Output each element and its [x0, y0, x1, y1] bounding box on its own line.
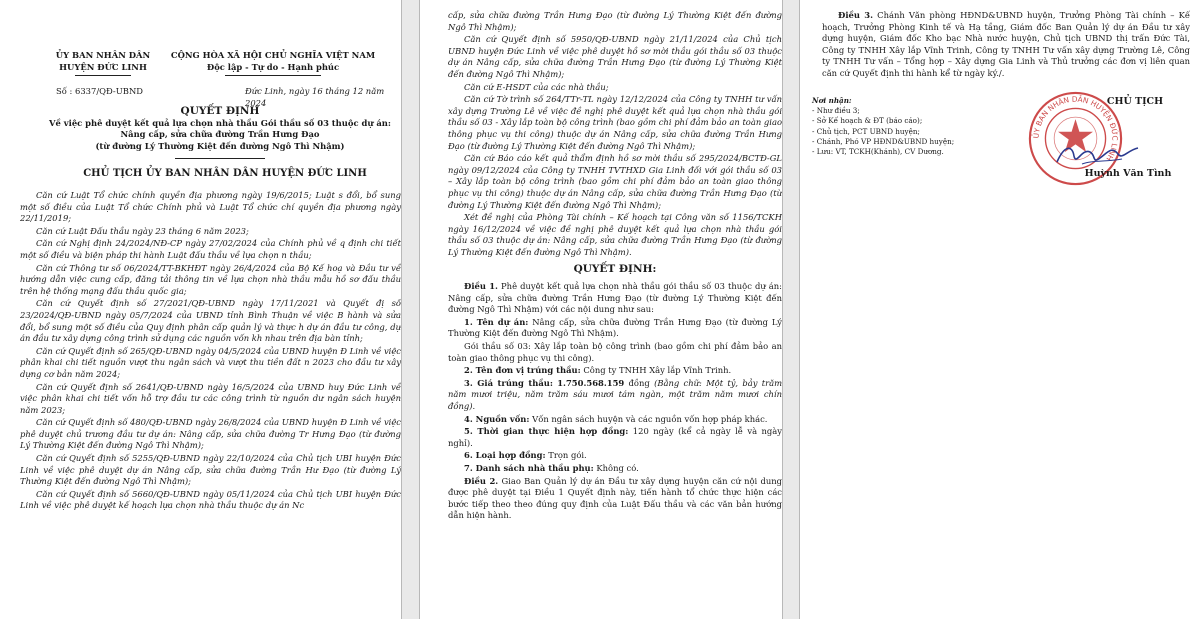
nation-line-2: Độc lập - Tự do - Hạnh phúc — [206, 61, 340, 72]
item-3 — [448, 378, 782, 413]
legal-bases — [20, 190, 401, 513]
document-page-2 — [420, 0, 782, 619]
nation-line-1: CỘNG HÒA XÃ HỘI CHỦ NGHĨA VIỆT NAM — [170, 50, 376, 60]
paragraph: Căn cứ Luật Đấu thầu ngày 23 tháng 6 năm 2023; — [36, 225, 249, 236]
item-5-label: 5. Thời gian thực hiện hợp đồng: — [464, 426, 629, 437]
item-2-label: 2. Tên đơn vị trúng thầu: — [464, 365, 581, 376]
item-6 — [448, 450, 782, 462]
page-3-body — [822, 10, 1190, 81]
place-date: Đức Linh, ngày 16 tháng 12 năm 2024 — [245, 86, 385, 108]
item-5-text: 120 ngày (kể cả ngày lễ và ngày nghỉ). — [448, 426, 782, 448]
item-7 — [448, 463, 782, 475]
paragraph: Căn cứ E-HSDT của các nhà thầu; — [464, 81, 609, 92]
item-7-text: Không có. — [596, 462, 639, 473]
item-4 — [448, 414, 782, 426]
item-3-unit: đồng — [628, 377, 650, 388]
article-1-label: Điều 1. — [464, 281, 498, 292]
article-2-text: Giao Ban Quản lý dự án Đầu tư xây dựng huyện căn cứ nội dung được phê duyệt tại Điều 1 Quyết định này, tiến hành tổ chức thực hiện các bước tiếp theo theo đúng quy định của Luật Đấu thầu và các văn bản hướng dẫn hiện hành. — [448, 475, 782, 521]
paragraph: Căn cứ Quyết định số 265/QĐ-UBND ngày 04/5/2024 của UBND huyện Đ Linh về việc phân khai chi tiết nguồn vượt thu ngân sách và vượt thu tiền đất n 2023 cho đầu tư xây dựng cơ bản năm 2024; — [20, 345, 401, 379]
recipient-item: - Lưu: VT, TCKH(Khánh), CV Dương. — [812, 147, 944, 157]
paragraph: Căn cứ Quyết định số 5660/QĐ-UBND ngày 05/11/2024 của Chủ tịch UBI huyện Đức Linh về việc phê duyệt kế hoạch lựa chọn nhà thầu thuộc dự án Nc — [20, 488, 401, 511]
page-2-body — [448, 10, 782, 523]
page-gutter — [401, 0, 420, 619]
seal-text: ỦY BAN NHÂN DÂN HUYỆN ĐỨC LINH — [1031, 94, 1120, 163]
article-1 — [448, 281, 782, 316]
agency-line-2: HUYỆN ĐỨC LINH — [59, 61, 147, 72]
paragraph: Căn cứ Quyết định số 480/QĐ-UBND ngày 26/8/2024 của UBND huyện Đ Linh về việc phê duyệt chủ trương đầu tư dự án: Nâng cấp, sửa chữa đường Tr Hưng Đạo (từ đường Lý Thường Kiệt đến đường Ngô Thì Nhậm); — [20, 417, 401, 451]
agency-line-1: ỦY BAN NHÂN DÂN — [55, 50, 151, 60]
paragraph: Căn cứ Quyết định số 5950/QĐ-UBND ngày 21/11/2024 của Chủ tịch UBND huyện Đức Linh về việc phê duyệt hồ sơ mời thầu gói thầu số 03 thuộc dự án Nâng cấp, sửa chữa đường Trần Hưng Đạo (từ đường Lý Thường Kiệt đến đường Ngô Thì Nhậm); — [448, 34, 782, 79]
item-2 — [448, 365, 782, 377]
package-description: Gói thầu số 03: Xây lắp toàn bộ công trình (bao gồm chi phí đảm bảo an toàn giao thông phục vụ thi công). — [448, 341, 782, 363]
subject-line-1: Về việc phê duyệt kết quả lựa chọn nhà thầu Gói thầu số 03 thuộc dự án: — [49, 117, 391, 128]
article-3-text: Chánh Văn phòng HĐND&UBND huyện, Trưởng Phòng Tài chính – Kế hoạch, Trưởng Phòng Kinh tế và Hạ tầng, Giám đốc Ban Quản lý dự án Đầu tư xây dựng huyện, Giám đốc Kho bạc Nhà nước huyện, Chủ tịch UBND thị trấn Đức Tài, Công ty TNHH Xây lắp Vĩnh Trinh, Công ty TNHH Tư vấn xây dựng Trường Lê, Công ty TNHH Tư vấn – Tổng hợp – Xây dựng Gia Linh và Thủ trưởng các đơn vị liên quan căn cứ Quyết định thi hành kể từ ngày ký./. — [822, 10, 1190, 78]
item-6-text: Trọn gói. — [548, 450, 587, 461]
item-2-text: Công ty TNHH Xây lắp Vĩnh Trinh. — [583, 365, 732, 376]
recipient-item: - Chủ tịch, PCT UBND huyện; — [812, 126, 920, 136]
decision-heading: QUYẾT ĐỊNH: — [573, 263, 657, 276]
signer-title: CHỦ TỊCH — [1106, 96, 1164, 107]
item-6-label: 6. Loại hợp đồng: — [464, 450, 546, 461]
page-edge — [401, 0, 402, 619]
item-4-label: 4. Nguồn vốn: — [464, 413, 530, 424]
article-3-label: Điều 3. — [838, 10, 874, 20]
item-1-label: 1. Tên dự án: — [464, 316, 529, 327]
paragraph: Căn cứ Quyết định số 5255/QĐ-UBND ngày 22/10/2024 của Chủ tịch UBI huyện Đức Linh về việc phê duyệt dự án Nâng cấp, sửa chữa đường Trần Hư Đạo (từ đường Lý Thường Kiệt đến đường Ngô Thì Nhậm); — [20, 453, 401, 487]
paragraph: Căn cứ Báo cáo kết quả thẩm định hồ sơ mời thầu số 295/2024/BCTĐ-GL ngày 09/12/2024 của Công ty TNHH TVTHXD Gia Linh đối với gói thầu số 03 – Xây lắp toàn bộ công trình (bao gồm chi phí đảm bảo an toàn giao thông phục vụ thi công) thuộc dự án Nâng cấp, sửa chữa đường Trần Hưng Đạo (từ đường Lý Thường Kiệt đến đường Ngô Thì Nhậm); — [448, 153, 782, 210]
item-4-text: Vốn ngân sách huyện và các nguồn vốn hợp pháp khác. — [532, 413, 768, 424]
recipient-item: - Chánh, Phó VP HĐND&UBND huyện; — [812, 136, 955, 146]
paragraph: Căn cứ Tờ trình số 264/TTr-TL ngày 12/12/2024 của Công ty TNHH tư vấn xây dựng Trường Lê về việc đề nghị phê duyệt kết quả lựa chọn nhà thầu gói thầu số 03 - Xây lắp toàn bộ công trình (bao gồm chi phí đảm bảo an toàn giao thông phục vụ thi công) thuộc dự án Nâng cấp, sửa chữa đường Trần Hưng Đạo (từ đường Lý Thường Kiệt đến đường Ngô Thì Nhậm); — [448, 94, 782, 151]
document-page-1 — [0, 0, 401, 619]
item-3-label: 3. Giá trúng thầu: — [464, 377, 553, 388]
decision-title-block — [40, 106, 400, 152]
page-gutter — [782, 0, 800, 619]
agency-header — [48, 50, 158, 73]
paragraph: Căn cứ Quyết định số 2641/QĐ-UBND ngày 16/5/2024 của UBND huy Đức Linh về việc phân khai chi tiết vốn hỗ trợ đầu tư các công trình từ nguồn dư ngân sách huyện năm 2023; — [20, 381, 401, 415]
paragraph: Căn cứ Thông tư số 06/2024/TT-BKHĐT ngày 26/4/2024 của Bộ Kế hoạ và Đầu tư về hướng dẫn việc cung cấp, đăng tải thông tin về lựa chọn nhà thầu mẫu hồ sơ đấu thầu trên hệ thống mạng đấu thầu quốc gia; — [20, 262, 401, 296]
title-underline — [175, 158, 265, 159]
recipient-item: - Như điều 3; — [812, 106, 860, 116]
signer-name: Huỳnh Văn Tình — [1084, 168, 1172, 179]
recipients-block — [812, 96, 1052, 157]
item-3-words: (Bằng chữ: Một tỷ, bảy trăm năm mươi triệu, năm trăm sáu mươi tám ngàn, một trăm năm mươi chín đồng). — [448, 377, 782, 411]
item-1 — [448, 317, 782, 340]
item-5 — [448, 426, 782, 449]
item-7-label: 7. Danh sách nhà thầu phụ: — [464, 462, 594, 473]
paragraph: cấp, sửa chữa đường Trần Hưng Đạo (từ đường Lý Thường Kiệt đến đường Ngô Thì Nhậm); — [448, 10, 782, 32]
nation-underline — [225, 75, 321, 76]
item-1-text: Nâng cấp, sửa chữa đường Trần Hưng Đạo (từ đường Lý Thường Kiệt đến đường Ngô Thì Nhậm). — [448, 316, 782, 339]
article-2-label: Điều 2. — [464, 475, 499, 486]
document-page-3 — [800, 0, 1200, 619]
article-2 — [448, 476, 782, 522]
signature-icon — [1052, 140, 1142, 170]
item-3-amount: 1.750.568.159 — [557, 377, 625, 388]
document-number: Số : 6337/QĐ-UBND — [56, 86, 144, 96]
paragraph: Căn cứ Nghị định 24/2024/NĐ-CP ngày 27/02/2024 của Chính phủ về q định chi tiết một số điều và biện pháp thi hành Luật đấu thầu về lựa chọn n thầu; — [20, 238, 401, 260]
recipients-label: Nơi nhận: — [812, 96, 852, 105]
subject-line-2: Nâng cấp, sửa chữa đường Trần Hưng Đạo — [120, 129, 320, 140]
page-edge — [782, 0, 783, 619]
agency-underline — [75, 75, 131, 76]
paragraph: Căn cứ Quyết định số 27/2021/QĐ-UBND ngày 17/11/2021 và Quyết đị số 23/2024/QĐ-UBND ngày 05/7/2024 của UBND tỉnh Bình Thuận về việc B hành và sửa đổi, bổ sung một số điều của Quy định phân cấp quản lý và thực h dự án đầu tư công, dự án đầu tư xây dựng công trình sử dụng các nguồn vốn kh nhau trên địa bàn tỉnh; — [20, 298, 401, 344]
recipient-item: - Sở Kế hoạch & ĐT (báo cáo); — [812, 116, 923, 126]
subject-line-3: (từ đường Lý Thường Kiệt đến đường Ngô Thì Nhậm) — [95, 140, 345, 151]
article-1-text: Phê duyệt kết quả lựa chọn nhà thầu gói thầu số 03 thuộc dự án: Nâng cấp, sửa chữa đường Trần Hưng Đạo (từ đường Lý Thường Kiệt đến đường Ngô Thì Nhậm) với các nội dung như sau: — [448, 281, 782, 315]
nation-header — [168, 50, 378, 73]
issuer-heading: CHỦ TỊCH ỦY BAN NHÂN DÂN HUYỆN ĐỨC LINH — [83, 168, 367, 179]
article-3 — [822, 10, 1190, 80]
decision-title: QUYẾT ĐỊNH — [180, 105, 260, 117]
paragraph: Xét đề nghị của Phòng Tài chính – Kế hoạch tại Công văn số 1156/TCKH ngày 16/12/2024 về việc đề nghị phê duyệt kết quả lựa chọn nhà thầu gói thầu số 03 thuộc dự án: Nâng cấp, sửa chữa đường Trần Hưng Đạo (từ đường Lý Thường Kiệt đến đường Ngô Thì Nhậm). — [448, 212, 782, 257]
paragraph: Căn cứ Luật Tổ chức chính quyền địa phương ngày 19/6/2015; Luật s đổi, bổ sung một số điều của Luật Tổ chức Chính phủ và Luật Tổ chức chí quyền địa phương ngày 22/11/2019; — [20, 190, 401, 224]
